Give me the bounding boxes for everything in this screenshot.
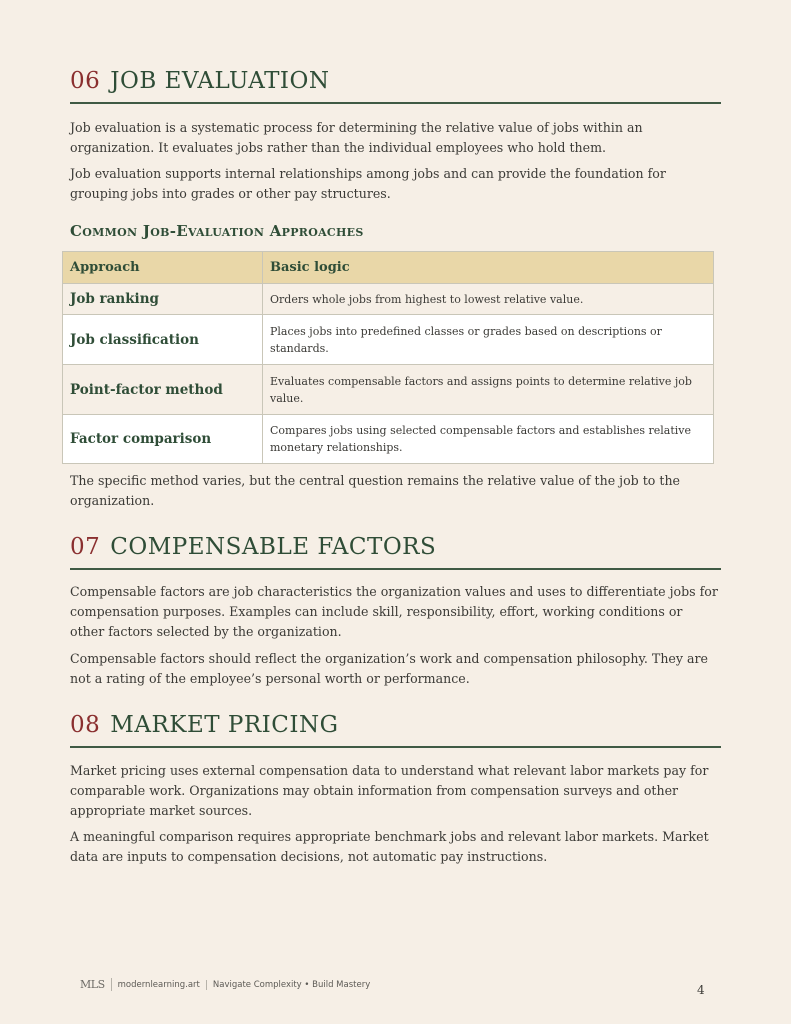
footer-site-link[interactable]: modernlearning.art (118, 980, 207, 990)
footer (80, 978, 370, 991)
approach-logic: Evaluates compensable factors and assigns points to determine relative job value. (263, 365, 714, 415)
section-06-heading (70, 68, 721, 104)
column-header-approach: Approach (63, 252, 263, 284)
approach-logic: Orders whole jobs from highest to lowest relative value. (263, 284, 714, 315)
approach-name: Factor comparison (63, 415, 263, 464)
section-title: COMPENSABLE FACTORS (110, 534, 437, 560)
table-row (63, 315, 714, 365)
paragraph: The specific method varies, but the central question remains the relative value of the job to the organization. (70, 473, 681, 508)
section-07-heading (70, 534, 721, 570)
paragraph: Market pricing uses external compensation data to understand what relevant labor markets pay for comparable work. Organizations may obtain information from compensation surveys and other appropriate market sources. (70, 763, 709, 818)
section-number: 08 (70, 712, 101, 738)
section-number: 06 (70, 68, 101, 94)
column-header-logic: Basic logic (263, 252, 714, 284)
footer-tagline: Navigate Complexity • Build Mastery (212, 979, 371, 990)
section-08-heading (70, 712, 721, 748)
approach-logic: Compares jobs using selected compensable factors and establishes relative monetary relationships. (263, 415, 714, 464)
approach-name: Job ranking (63, 284, 263, 315)
approaches-table (62, 251, 714, 464)
brand-logo: MLS (80, 978, 112, 991)
paragraph: Job evaluation supports internal relationships among jobs and can provide the foundation for grouping jobs into grades or other pay structures. (70, 166, 666, 201)
approach-logic: Places jobs into predefined classes or grades based on descriptions or standards. (263, 315, 714, 365)
page-number: 4 (697, 983, 705, 997)
subheading: Common Job-Evaluation Approaches (70, 222, 364, 240)
section-title: MARKET PRICING (110, 712, 339, 738)
section-number: 07 (70, 534, 101, 560)
approach-name: Point-factor method (63, 365, 263, 415)
paragraph: Job evaluation is a systematic process for determining the relative value of jobs within an organization. It evaluates jobs rather than the individual employees who hold them. (70, 120, 643, 155)
paragraph: Compensable factors should reflect the organization’s work and compensation philosophy. They are not a rating of the employee’s personal worth or performance. (70, 651, 708, 686)
table-row (63, 365, 714, 415)
table-row (63, 284, 714, 315)
table-row (63, 415, 714, 464)
paragraph: A meaningful comparison requires appropriate benchmark jobs and relevant labor markets. Market data are inputs to compensation decisions, not automatic pay instructions. (70, 829, 709, 864)
paragraph: Compensable factors are job characteristics the organization values and uses to differentiate jobs for compensation purposes. Examples can include skill, responsibility, effort, working conditions or other factors selected by the organization. (70, 584, 718, 639)
section-title: JOB EVALUATION (110, 68, 330, 94)
approach-name: Job classification (63, 315, 263, 365)
